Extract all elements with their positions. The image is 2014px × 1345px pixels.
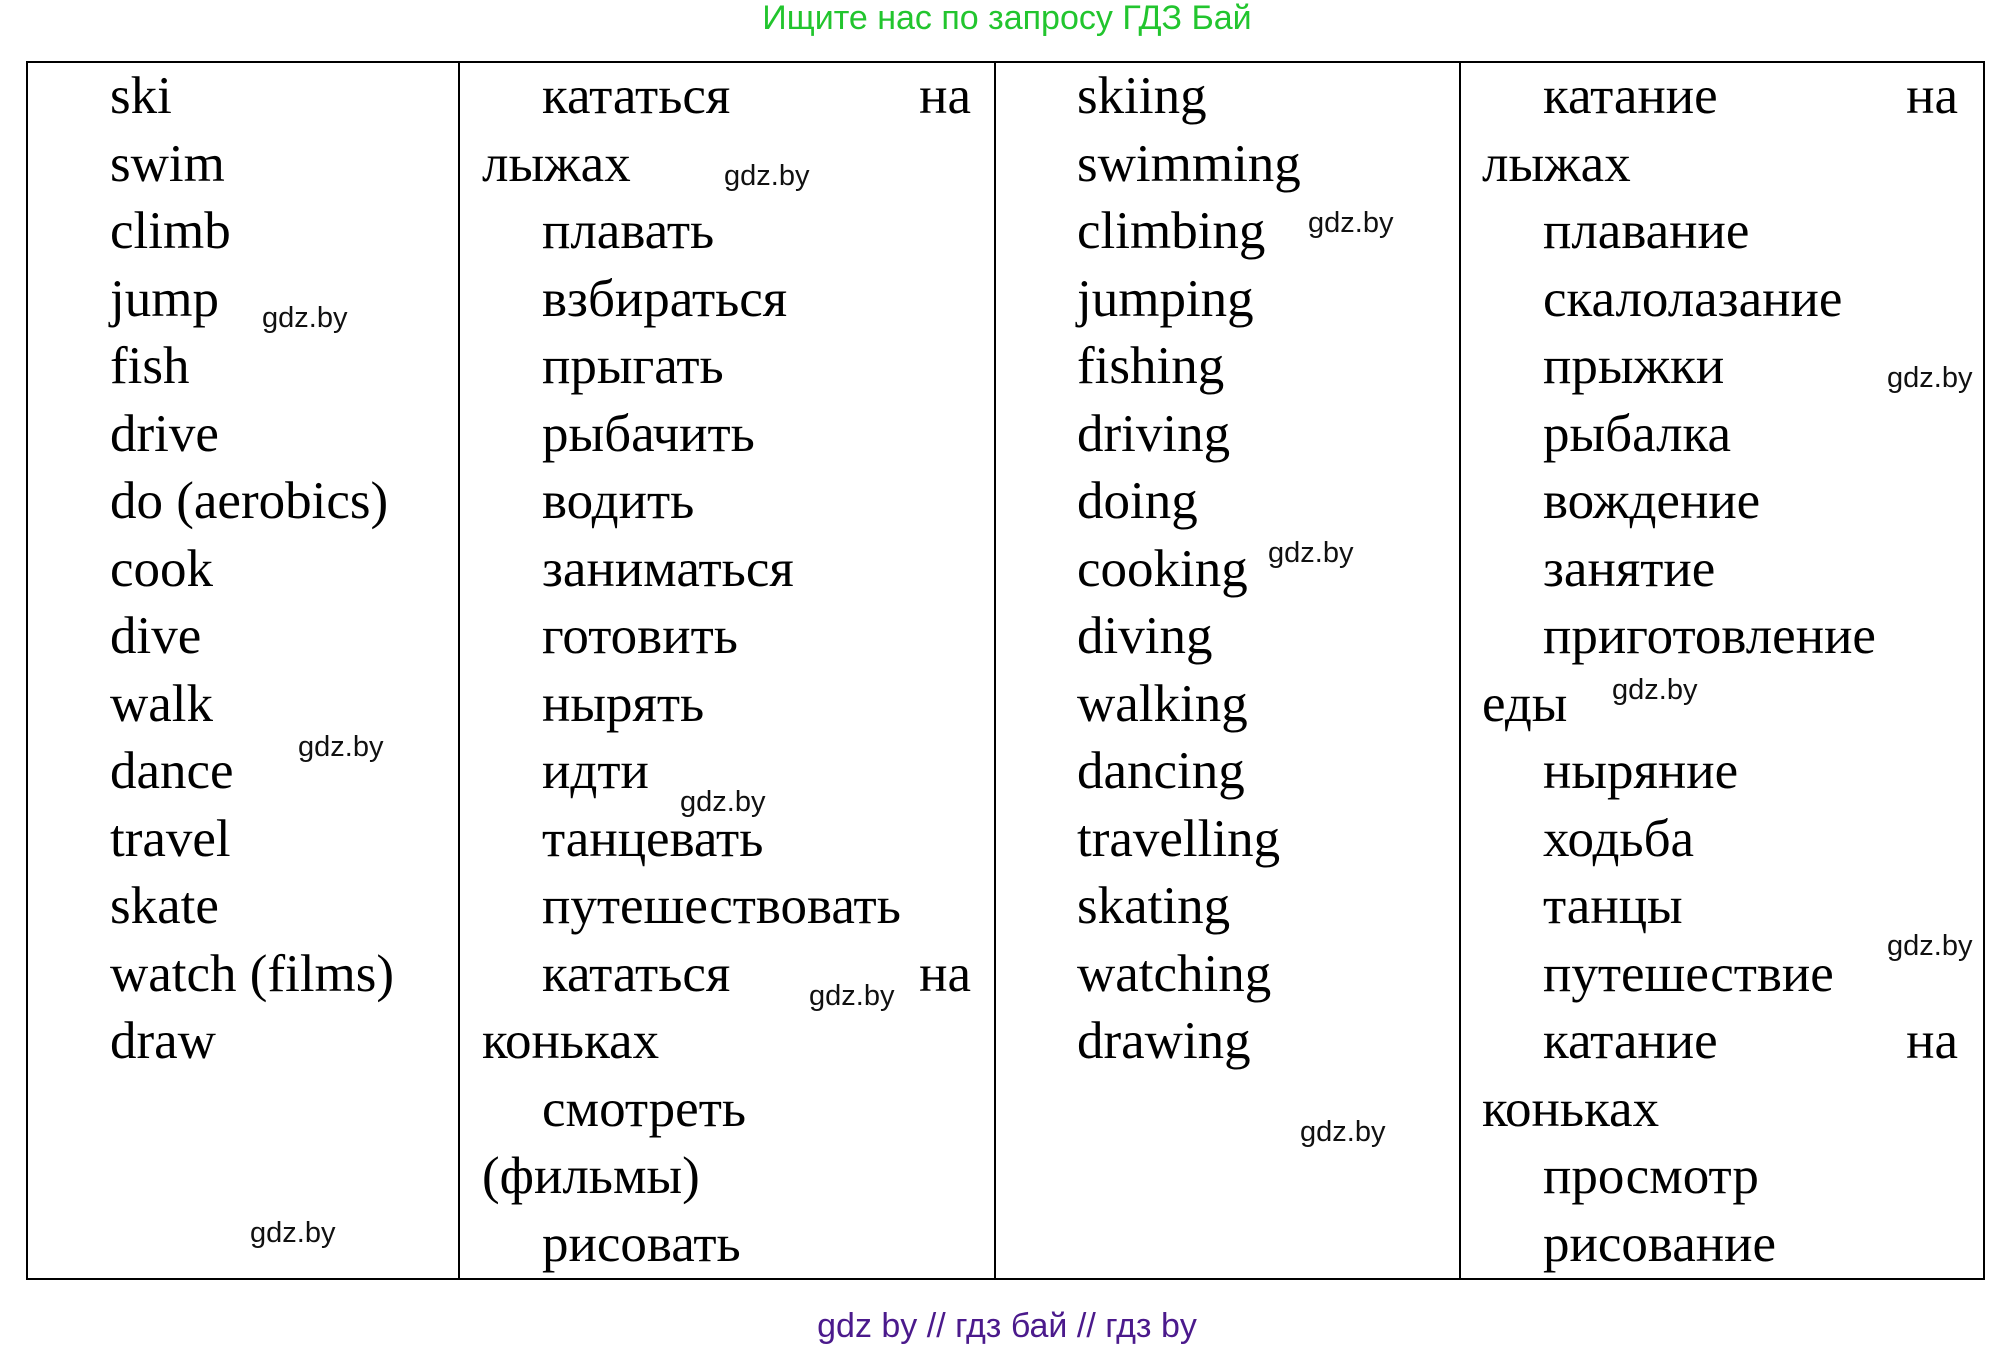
verb-cell: dance bbox=[110, 742, 234, 800]
translation-noun-cell: прыжки bbox=[1543, 337, 1725, 395]
translation-noun-cell: еды bbox=[1482, 674, 1568, 733]
translation-noun-cell: занятие bbox=[1543, 539, 1716, 598]
translation-verb-cell: рисовать bbox=[542, 1214, 741, 1273]
column-divider bbox=[994, 61, 996, 1278]
watermark: gdz.by bbox=[1887, 362, 1973, 394]
watermark: gdz.by bbox=[1268, 537, 1354, 569]
translation-noun-cell: путешествие bbox=[1543, 944, 1834, 1003]
gerund-cell: travelling bbox=[1077, 809, 1281, 868]
watermark: gdz.by bbox=[298, 731, 384, 763]
verb-cell: ski bbox=[110, 67, 172, 125]
verb-cell: walk bbox=[110, 674, 214, 733]
watermark: gdz.by bbox=[1300, 1116, 1386, 1148]
translation-verb-cell: танцевать bbox=[542, 809, 764, 868]
translation-verb-cell: кататься bbox=[542, 67, 731, 125]
translation-noun-cell: вождение bbox=[1543, 472, 1761, 530]
translation-verb-cell: путешествовать bbox=[542, 877, 901, 935]
translation-noun-cell: просмотр bbox=[1543, 1147, 1759, 1205]
translation-verb-cell: прыгать bbox=[542, 337, 724, 395]
verb-cell: travel bbox=[110, 809, 231, 868]
translation-noun-cell: катание bbox=[1543, 1012, 1718, 1070]
verb-cell: draw bbox=[110, 1012, 216, 1070]
gerund-cell: jumping bbox=[1077, 269, 1254, 328]
gerund-cell: cooking bbox=[1077, 539, 1248, 598]
translation-verb-cell: заниматься bbox=[542, 539, 794, 598]
translation-noun-cell: коньках bbox=[1482, 1079, 1660, 1138]
translation-verb-cell: идти bbox=[542, 742, 649, 800]
translation-verb-cell: на bbox=[919, 67, 971, 125]
translation-noun-cell: ныряние bbox=[1543, 742, 1739, 800]
translation-verb-cell: лыжах bbox=[482, 134, 631, 193]
verb-cell: fish bbox=[110, 337, 190, 395]
watermark: gdz.by bbox=[262, 302, 348, 334]
translation-verb-cell: на bbox=[919, 944, 971, 1003]
translation-verb-cell: рыбачить bbox=[542, 404, 755, 463]
translation-noun-cell: рыбалка bbox=[1543, 404, 1731, 463]
verb-cell: skate bbox=[110, 877, 219, 935]
watermark: gdz.by bbox=[250, 1217, 336, 1249]
translation-noun-cell: танцы bbox=[1543, 877, 1683, 935]
watermark: gdz.by bbox=[1308, 207, 1394, 239]
translation-noun-cell: рисование bbox=[1543, 1214, 1776, 1273]
gerund-cell: doing bbox=[1077, 472, 1198, 530]
translation-noun-cell: катание bbox=[1543, 67, 1718, 125]
gerund-cell: swimming bbox=[1077, 134, 1301, 193]
watermark: gdz.by bbox=[724, 160, 810, 192]
gerund-cell: climbing bbox=[1077, 202, 1266, 260]
translation-verb-cell: коньках bbox=[482, 1012, 660, 1070]
column-divider bbox=[458, 61, 460, 1278]
gerund-cell: drawing bbox=[1077, 1012, 1251, 1070]
column-divider bbox=[1459, 61, 1461, 1278]
verb-cell: swim bbox=[110, 134, 225, 193]
gerund-cell: fishing bbox=[1077, 337, 1225, 395]
translation-verb-cell: плавать bbox=[542, 202, 715, 260]
translation-verb-cell: взбираться bbox=[542, 269, 788, 328]
translation-verb-cell: готовить bbox=[542, 607, 738, 665]
gerund-cell: skating bbox=[1077, 877, 1231, 935]
translation-noun-cell: скалолазание bbox=[1543, 269, 1843, 328]
verb-cell: climb bbox=[110, 202, 231, 260]
watermark: gdz.by bbox=[1887, 930, 1973, 962]
gerund-cell: driving bbox=[1077, 404, 1231, 463]
search-hint-banner: Ищите нас по запросу ГДЗ Бай bbox=[762, 0, 1252, 37]
translation-verb-cell: нырять bbox=[542, 674, 705, 733]
watermark: gdz.by bbox=[1612, 674, 1698, 706]
translation-noun-cell: лыжах bbox=[1482, 134, 1631, 193]
verb-cell: watch (films) bbox=[110, 944, 395, 1003]
translation-noun-cell: ходьба bbox=[1543, 809, 1695, 868]
watermark: gdz.by bbox=[680, 786, 766, 818]
translation-verb-cell: кататься bbox=[542, 944, 731, 1003]
translation-noun-cell: приготовление bbox=[1543, 607, 1876, 665]
translation-noun-cell: на bbox=[1906, 67, 1958, 125]
translation-verb-cell: смотреть bbox=[542, 1079, 747, 1138]
translation-noun-cell: плавание bbox=[1543, 202, 1750, 260]
gerund-cell: walking bbox=[1077, 674, 1248, 733]
verb-cell: jump bbox=[110, 269, 219, 328]
gerund-cell: watching bbox=[1077, 944, 1272, 1003]
verb-cell: cook bbox=[110, 539, 214, 598]
translation-verb-cell: (фильмы) bbox=[482, 1147, 700, 1205]
verb-cell: drive bbox=[110, 404, 219, 463]
verb-cell: do (aerobics) bbox=[110, 472, 389, 530]
verb-cell: dive bbox=[110, 607, 202, 665]
footer-links: gdz by // гдз бай // гдз by bbox=[817, 1307, 1197, 1345]
gerund-cell: skiing bbox=[1077, 67, 1207, 125]
translation-verb-cell: водить bbox=[542, 472, 695, 530]
gerund-cell: diving bbox=[1077, 607, 1213, 665]
watermark: gdz.by bbox=[809, 980, 895, 1012]
gerund-cell: dancing bbox=[1077, 742, 1245, 800]
translation-noun-cell: на bbox=[1906, 1012, 1958, 1070]
